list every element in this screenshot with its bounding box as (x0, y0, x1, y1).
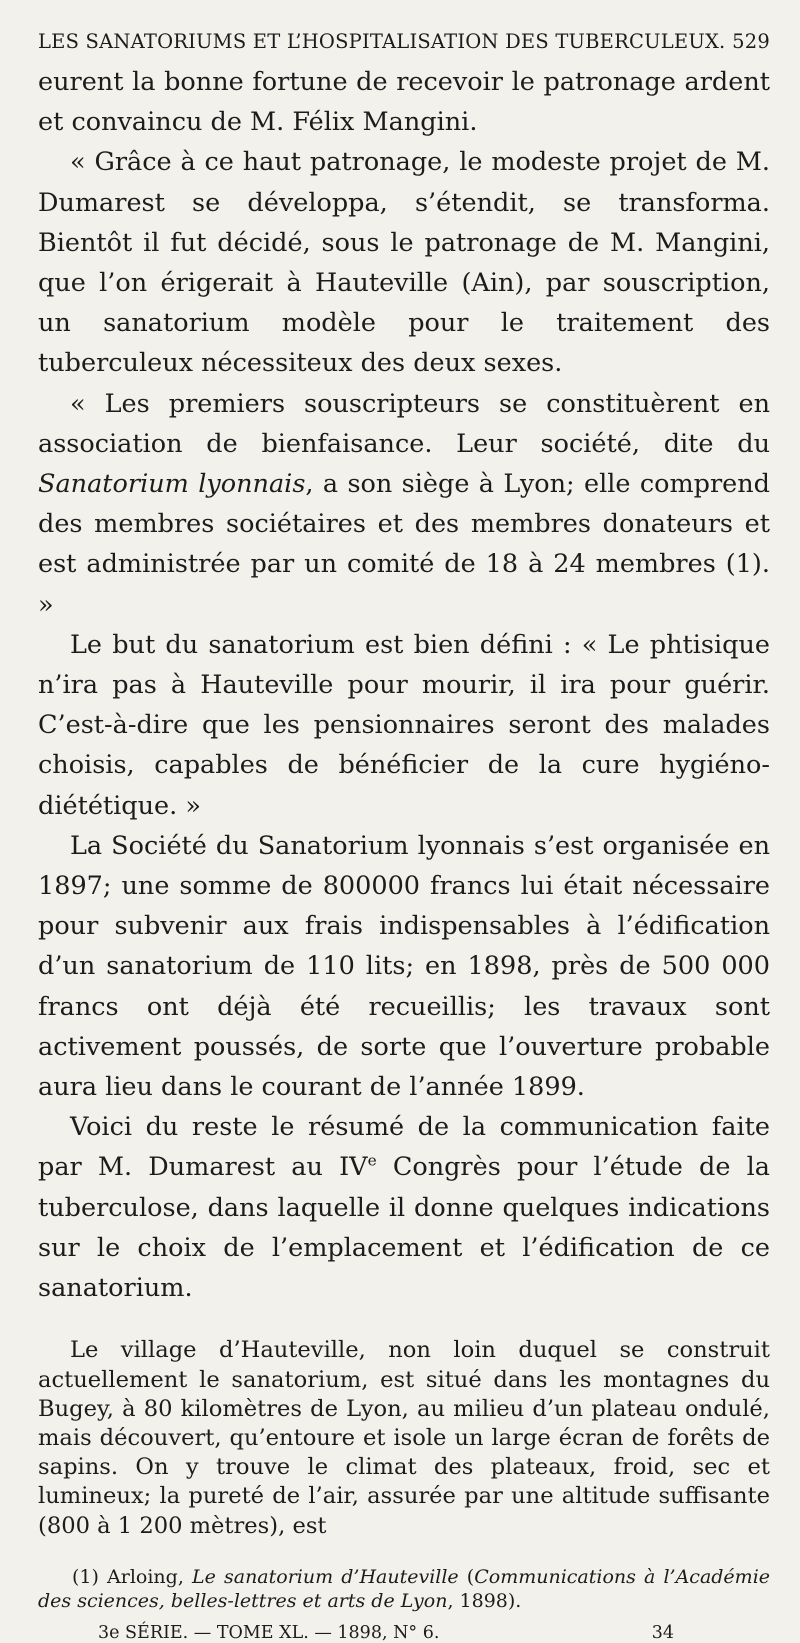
paragraph-6-superscript: e (367, 1151, 377, 1170)
signature-line (38, 1623, 770, 1643)
quote-paragraph: Le village d’Hauteville, non loin duquel se construit actuellement le sanatorium, est situé dans les montagnes du Bugey, à 80 kilomètres de Lyon, au milieu d’un plateau ondulé, mais découvert, qu’entoure et isole un large écran de forêts de sapins. On y trouve le climat des plateaux, froid, sec et lumineux; la pureté de l’air, assurée par une altitude suffisante (800 à 1 200 mètres), est (38, 1337, 770, 1539)
paragraph-3 (38, 384, 770, 625)
footnote-paren: ( (458, 1565, 475, 1588)
footnote-end: , 1898). (447, 1589, 522, 1612)
main-text (38, 62, 770, 1308)
sheet-number: 34 (651, 1622, 674, 1643)
page-number: 529 (732, 30, 770, 53)
running-head (38, 30, 770, 62)
paragraph-6-part-b: Congrès pour l’étude de la tuberculose, dans laquelle il donne quelques indications sur le choix de l’emplacement et l’édification de ce sanatorium. (38, 1152, 770, 1304)
footnote-title: Le sanatorium d’Hauteville (192, 1565, 459, 1588)
paragraph-3-part-b: , a son siège à Lyon; elle comprend des membres sociétaires et des membres donateurs et est administrée par un comité de 18 à 24 membres (1). » (38, 469, 771, 620)
footnote-source: Communications à l’Académie des sciences, belles-lettres et arts de Lyon (38, 1565, 771, 1612)
series-info: 3e SÉRIE. — TOME XL. — 1898, N° 6. (98, 1622, 440, 1643)
paragraph-2: « Grâce à ce haut patronage, le modeste projet de M. Dumarest se développa, s’étendit, se transforma. Bientôt il fut décidé, sous le patronage de M. Mangini, que l’on érigerait à Hauteville (Ain), par souscription, un sanatorium modèle pour le traitement des tuberculeux nécessiteux des deux sexes. (38, 147, 770, 379)
paragraph-6 (38, 1107, 770, 1308)
paragraph-5: La Société du Sanatorium lyonnais s’est organisée en 1897; une somme de 800000 francs lui était nécessaire pour subvenir aux frais indispensables à l’édification d’un sanatorium de 110 lits; en 1898, près de 500 000 francs ont déjà été recueillis; les travaux sont activement poussés, de sorte que l’ouverture probable aura lieu dans le courant de l’année 1899. (38, 830, 770, 1103)
quoted-communication (38, 1336, 770, 1540)
footnote (38, 1565, 770, 1613)
paragraph-4: Le but du sanatorium est bien défini : « Le phtisique n’ira pas à Hauteville pour mourir, il ira pour guérir. C’est-à-dire que les pensionnaires seront des malades choisis, capables de bénéficier de la cure hygiéno-diététique. » (38, 629, 770, 821)
running-head-title: LES SANATORIUMS ET L’HOSPITALISATION DES TUBERCULEUX. (38, 30, 726, 53)
page (38, 30, 770, 1643)
paragraph-3-part-a: « Les premiers souscripteurs se constituèrent en association de bienfaisance. Leur société, dite du (38, 388, 770, 459)
footnote-1 (38, 1565, 770, 1613)
paragraph-6-part-a: Voici du reste le résumé de la communication faite par M. Dumarest au IV (38, 1112, 770, 1183)
paragraph-3-italic: Sanatorium lyonnais (38, 469, 306, 500)
footnote-marker: (1) Arloing, (72, 1565, 192, 1588)
paragraph-1: eurent la bonne fortune de recevoir le patronage ardent et convaincu de M. Félix Mangini. (38, 67, 770, 138)
